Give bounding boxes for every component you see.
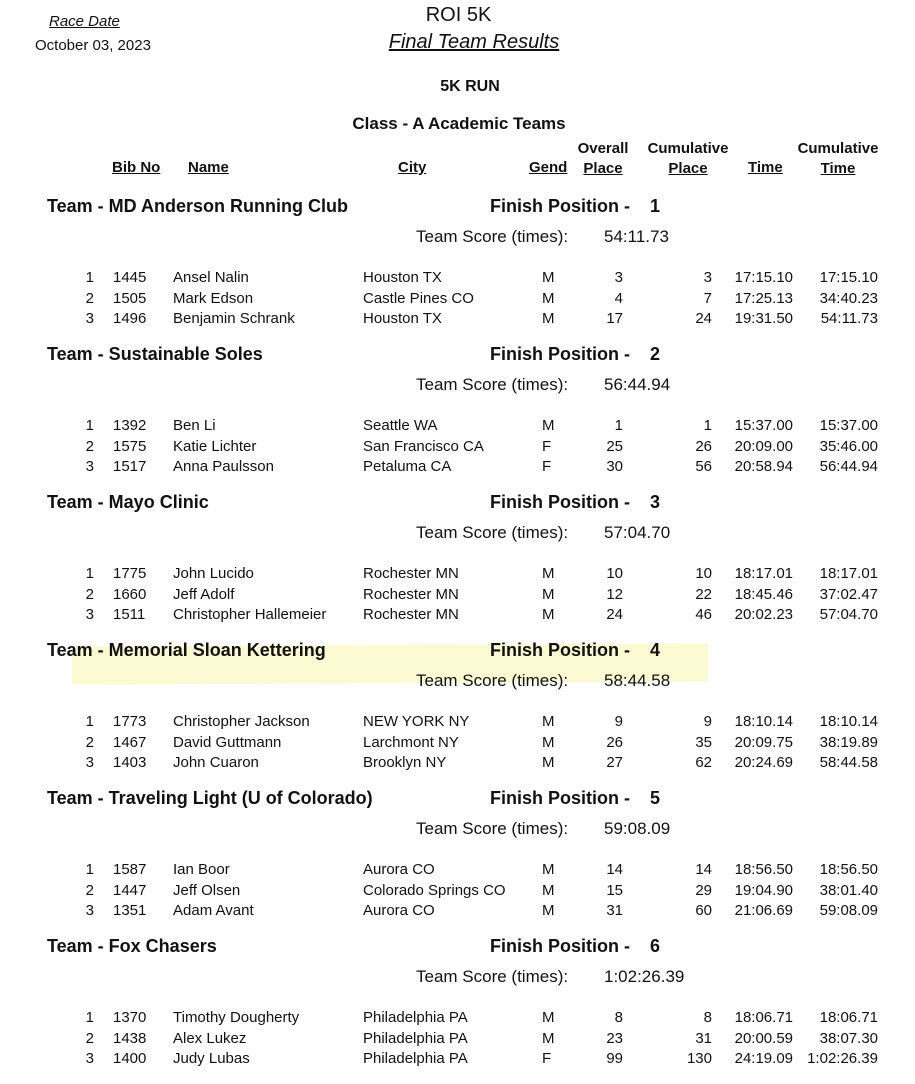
runner-rank: 3 <box>85 902 94 919</box>
runner-cumulative-time: 34:40.23 <box>819 289 878 307</box>
col-header-gend: Gend <box>529 159 568 176</box>
runner-gender: F <box>542 437 552 455</box>
runner-time: 20:09.00 <box>734 437 793 455</box>
runner-bib: 1775 <box>113 565 147 582</box>
runner-overall-place: 14 <box>606 861 623 878</box>
runner-cumulative-place: 3 <box>703 269 712 286</box>
team-score-value: 59:08.09 <box>604 819 671 838</box>
runner-rank: 1 <box>85 713 94 730</box>
finish-position-value: 6 <box>650 936 661 956</box>
runner-city: Castle Pines CO <box>363 289 474 307</box>
runner-cumulative-place: 130 <box>686 1050 712 1067</box>
table-row <box>0 606 915 626</box>
runner-name: Anna Paulsson <box>173 458 274 475</box>
runner-city: Houston TX <box>363 269 442 286</box>
team-section <box>0 196 915 344</box>
runner-gender: M <box>542 606 555 623</box>
finish-position-label: Finish Position - <box>490 196 630 216</box>
col-header-bib: Bib No <box>112 159 161 176</box>
runner-cumulative-place: 56 <box>695 458 712 475</box>
runner-name: Benjamin Schrank <box>173 310 295 327</box>
runner-cumulative-place: 14 <box>695 861 712 878</box>
runner-bib: 1370 <box>113 1009 147 1026</box>
runner-city: Rochester MN <box>363 606 459 623</box>
runner-bib: 1587 <box>113 861 147 878</box>
runner-cumulative-time: 38:07.30 <box>819 1029 878 1047</box>
team-score-value: 54:11.73 <box>604 227 669 246</box>
runner-cumulative-place: 62 <box>695 754 712 771</box>
runner-bib: 1517 <box>113 458 147 475</box>
table-row <box>0 754 915 774</box>
team-name: Team - Traveling Light (U of Colorado) <box>47 788 373 808</box>
col-header-name: Name <box>188 159 229 176</box>
runner-rank: 1 <box>85 269 94 286</box>
runner-name: John Cuaron <box>173 754 259 771</box>
runner-name: Ian Boor <box>173 861 230 878</box>
runner-time: 21:06.69 <box>734 902 793 919</box>
runner-time: 24:19.09 <box>734 1050 793 1067</box>
finish-position-value: 4 <box>650 640 661 660</box>
runner-bib: 1575 <box>113 437 147 455</box>
finish-position-label: Finish Position - <box>490 640 630 660</box>
runner-city: Rochester MN <box>363 565 459 582</box>
runner-gender: M <box>542 733 555 751</box>
runner-name: Katie Lichter <box>173 437 257 455</box>
runner-overall-place: 26 <box>606 733 623 751</box>
runner-cumulative-time: 18:10.14 <box>819 713 878 730</box>
runner-city: Larchmont NY <box>363 733 459 751</box>
runner-cumulative-time: 58:44.58 <box>819 754 878 771</box>
runner-city: Aurora CO <box>363 902 435 919</box>
runner-cumulative-time: 56:44.94 <box>819 458 878 475</box>
runner-rank: 1 <box>85 417 94 434</box>
runner-overall-place: 3 <box>614 269 623 286</box>
runner-bib: 1400 <box>113 1050 147 1067</box>
runner-overall-place: 9 <box>614 713 623 730</box>
runner-overall-place: 25 <box>606 437 623 455</box>
runner-gender: M <box>542 269 555 286</box>
team-section <box>0 344 915 492</box>
runner-overall-place: 27 <box>606 754 623 771</box>
col-header-time: Time <box>748 159 783 176</box>
runner-name: Judy Lubas <box>173 1050 250 1067</box>
runner-bib: 1773 <box>113 713 147 730</box>
runner-name: Mark Edson <box>173 289 254 307</box>
runner-cumulative-place: 35 <box>695 733 712 751</box>
runner-cumulative-time: 17:15.10 <box>819 269 878 286</box>
runner-cumulative-place: 7 <box>703 289 712 307</box>
runner-overall-place: 4 <box>614 289 623 307</box>
runner-rank: 1 <box>85 861 94 878</box>
table-row <box>0 269 915 289</box>
runner-time: 20:09.75 <box>734 733 793 751</box>
runner-gender: M <box>542 417 555 434</box>
table-row <box>0 902 915 922</box>
runner-cumulative-place: 46 <box>695 606 712 623</box>
col-header-cumulative-place: Cumulative Place <box>647 140 729 177</box>
runner-bib: 1511 <box>113 606 146 623</box>
class-name: Class - A Academic Teams <box>352 114 566 133</box>
team-section <box>0 788 915 936</box>
runner-rank: 1 <box>85 1009 94 1026</box>
runner-cumulative-time: 15:37.00 <box>819 417 878 434</box>
runner-time: 17:25.13 <box>734 289 793 307</box>
runner-city: Philadelphia PA <box>363 1029 468 1047</box>
table-row <box>0 438 915 458</box>
runner-time: 15:37.00 <box>734 417 793 434</box>
runner-bib: 1403 <box>113 754 147 771</box>
runner-gender: M <box>542 861 555 878</box>
runner-cumulative-time: 35:46.00 <box>819 437 878 455</box>
runner-cumulative-time: 54:11.73 <box>820 310 878 327</box>
runner-gender: M <box>542 1029 555 1047</box>
page-title: ROI 5K <box>425 4 492 26</box>
runner-rank: 3 <box>85 458 94 475</box>
runner-rank: 2 <box>85 1029 94 1047</box>
runner-rank: 2 <box>85 437 94 455</box>
runner-bib: 1438 <box>113 1029 147 1047</box>
team-name: Team - Fox Chasers <box>47 936 217 956</box>
team-name: Team - MD Anderson Running Club <box>47 196 348 216</box>
finish-position-value: 5 <box>650 788 661 808</box>
runner-overall-place: 23 <box>606 1029 623 1047</box>
finish-position-value: 2 <box>650 344 661 364</box>
runner-cumulative-time: 18:56.50 <box>819 861 878 878</box>
runner-name: Jeff Adolf <box>173 585 235 603</box>
runner-gender: M <box>542 1009 555 1026</box>
runner-name: Ansel Nalin <box>173 269 249 286</box>
runner-bib: 1496 <box>113 310 147 327</box>
event-name: 5K RUN <box>440 78 500 95</box>
runner-time: 18:17.01 <box>734 565 793 582</box>
finish-position-label: Finish Position - <box>490 788 630 808</box>
runner-overall-place: 10 <box>606 565 623 582</box>
runner-cumulative-place: 8 <box>703 1009 712 1026</box>
runner-name: Alex Lukez <box>173 1029 247 1047</box>
runner-bib: 1392 <box>113 417 147 434</box>
runner-cumulative-time: 57:04.70 <box>819 606 878 623</box>
team-section <box>0 640 915 788</box>
team-score-label: Team Score (times): <box>416 375 569 394</box>
runner-rank: 1 <box>85 565 94 582</box>
runner-bib: 1445 <box>113 269 147 286</box>
runner-cumulative-time: 38:19.89 <box>819 733 878 751</box>
team-score-label: Team Score (times): <box>416 671 569 690</box>
runner-gender: F <box>542 1050 552 1067</box>
race-date: October 03, 2023 <box>35 37 151 54</box>
team-score-label: Team Score (times): <box>416 523 569 542</box>
runner-cumulative-place: 24 <box>695 310 712 327</box>
runner-cumulative-place: 10 <box>695 565 712 582</box>
runner-cumulative-place: 9 <box>703 713 712 730</box>
runner-time: 19:04.90 <box>734 881 793 899</box>
team-score-label: Team Score (times): <box>416 967 569 986</box>
col-header-overall-place: Overall Place <box>577 140 629 177</box>
team-score-value: 1:02:26.39 <box>604 967 685 986</box>
runner-rank: 3 <box>85 310 94 327</box>
runner-rank: 2 <box>85 585 94 603</box>
table-row <box>0 565 915 585</box>
runner-gender: M <box>542 565 555 582</box>
table-row <box>0 713 915 733</box>
runner-name: Jeff Olsen <box>173 881 241 899</box>
runner-gender: F <box>542 458 552 475</box>
finish-position-label: Finish Position - <box>490 344 630 364</box>
table-row <box>0 417 915 437</box>
runner-cumulative-time: 18:17.01 <box>819 565 878 582</box>
runner-overall-place: 12 <box>606 585 623 603</box>
runner-name: Christopher Jackson <box>173 713 310 730</box>
runner-bib: 1447 <box>113 881 147 899</box>
runner-city: Houston TX <box>363 310 442 327</box>
runner-gender: M <box>542 585 555 603</box>
col-header-city: City <box>398 159 427 176</box>
table-row <box>0 586 915 606</box>
runner-bib: 1467 <box>113 733 147 751</box>
runner-cumulative-place: 22 <box>695 585 712 603</box>
runner-city: Philadelphia PA <box>363 1009 468 1026</box>
team-name: Team - Memorial Sloan Kettering <box>47 640 326 660</box>
runner-rank: 3 <box>85 754 94 771</box>
table-row <box>0 1030 915 1050</box>
col-header-cumulative-time: Cumulative Time <box>797 140 879 177</box>
table-row <box>0 1009 915 1029</box>
team-name: Team - Sustainable Soles <box>47 344 263 364</box>
runner-cumulative-place: 60 <box>695 902 712 919</box>
runner-cumulative-place: 26 <box>695 437 712 455</box>
runner-cumulative-time: 37:02.47 <box>819 585 878 603</box>
runner-bib: 1660 <box>113 585 147 603</box>
runner-time: 18:45.46 <box>734 585 793 603</box>
team-score-value: 56:44.94 <box>604 375 671 394</box>
runner-time: 20:58.94 <box>734 458 793 475</box>
runner-rank: 3 <box>85 1050 94 1067</box>
team-section <box>0 936 915 1084</box>
runner-cumulative-time: 18:06.71 <box>819 1009 878 1026</box>
runner-bib: 1351 <box>113 902 147 919</box>
table-row <box>0 734 915 754</box>
table-row <box>0 458 915 478</box>
runner-city: Brooklyn NY <box>363 754 447 771</box>
team-score-label: Team Score (times): <box>416 227 569 246</box>
runner-time: 18:06.71 <box>734 1009 793 1026</box>
runner-name: Christopher Hallemeier <box>173 606 327 623</box>
runner-overall-place: 15 <box>606 881 623 899</box>
runner-city: San Francisco CA <box>363 437 484 455</box>
race-date-label: Race Date <box>49 13 120 30</box>
runner-name: David Guttmann <box>173 733 282 751</box>
runner-city: Aurora CO <box>363 861 435 878</box>
runner-overall-place: 8 <box>614 1009 623 1026</box>
runner-name: Timothy Dougherty <box>173 1009 300 1026</box>
runner-time: 20:02.23 <box>734 606 793 623</box>
runner-cumulative-place: 29 <box>695 881 712 899</box>
runner-city: Philadelphia PA <box>363 1050 468 1067</box>
runner-time: 20:00.59 <box>734 1029 793 1047</box>
runner-overall-place: 99 <box>606 1050 623 1067</box>
runner-name: Ben Li <box>173 417 216 434</box>
runner-gender: M <box>542 713 555 730</box>
runner-cumulative-time: 1:02:26.39 <box>807 1050 878 1067</box>
runner-gender: M <box>542 754 555 771</box>
runner-rank: 2 <box>85 733 94 751</box>
team-section <box>0 492 915 640</box>
runner-cumulative-place: 31 <box>695 1029 712 1047</box>
team-score-label: Team Score (times): <box>416 819 569 838</box>
runner-rank: 2 <box>85 881 94 899</box>
runner-time: 19:31.50 <box>734 310 793 327</box>
runner-name: Adam Avant <box>173 902 254 919</box>
runner-cumulative-time: 38:01.40 <box>819 881 878 899</box>
table-row <box>0 861 915 881</box>
runner-bib: 1505 <box>113 289 147 307</box>
runner-gender: M <box>542 289 555 307</box>
runner-cumulative-time: 59:08.09 <box>819 902 878 919</box>
runner-time: 18:56.50 <box>734 861 793 878</box>
runner-time: 18:10.14 <box>734 713 793 730</box>
team-name: Team - Mayo Clinic <box>47 492 209 512</box>
table-row <box>0 290 915 310</box>
runner-time: 17:15.10 <box>734 269 793 286</box>
team-score-value: 58:44.58 <box>604 671 671 690</box>
runner-gender: M <box>542 310 555 327</box>
runner-name: John Lucido <box>173 565 254 582</box>
runner-city: Seattle WA <box>363 417 438 434</box>
runner-gender: M <box>542 902 555 919</box>
runner-city: Petaluma CA <box>363 458 452 475</box>
runner-overall-place: 17 <box>606 310 623 327</box>
runner-gender: M <box>542 881 555 899</box>
table-row <box>0 310 915 330</box>
runner-city: Rochester MN <box>363 585 459 603</box>
table-row <box>0 882 915 902</box>
runner-city: NEW YORK NY <box>363 713 470 730</box>
runner-time: 20:24.69 <box>734 754 793 771</box>
finish-position-label: Finish Position - <box>490 936 630 956</box>
page-subtitle: Final Team Results <box>388 31 560 53</box>
runner-overall-place: 30 <box>606 458 623 475</box>
runner-city: Colorado Springs CO <box>363 881 506 899</box>
runner-cumulative-place: 1 <box>703 417 712 434</box>
runner-overall-place: 1 <box>614 417 623 434</box>
team-score-value: 57:04.70 <box>604 523 671 542</box>
runner-overall-place: 24 <box>606 606 623 623</box>
finish-position-value: 3 <box>650 492 661 512</box>
runner-rank: 3 <box>85 606 94 623</box>
runner-overall-place: 31 <box>606 902 623 919</box>
finish-position-value: 1 <box>650 196 661 216</box>
finish-position-label: Finish Position - <box>490 492 630 512</box>
table-row <box>0 1050 915 1070</box>
runner-rank: 2 <box>85 289 94 307</box>
